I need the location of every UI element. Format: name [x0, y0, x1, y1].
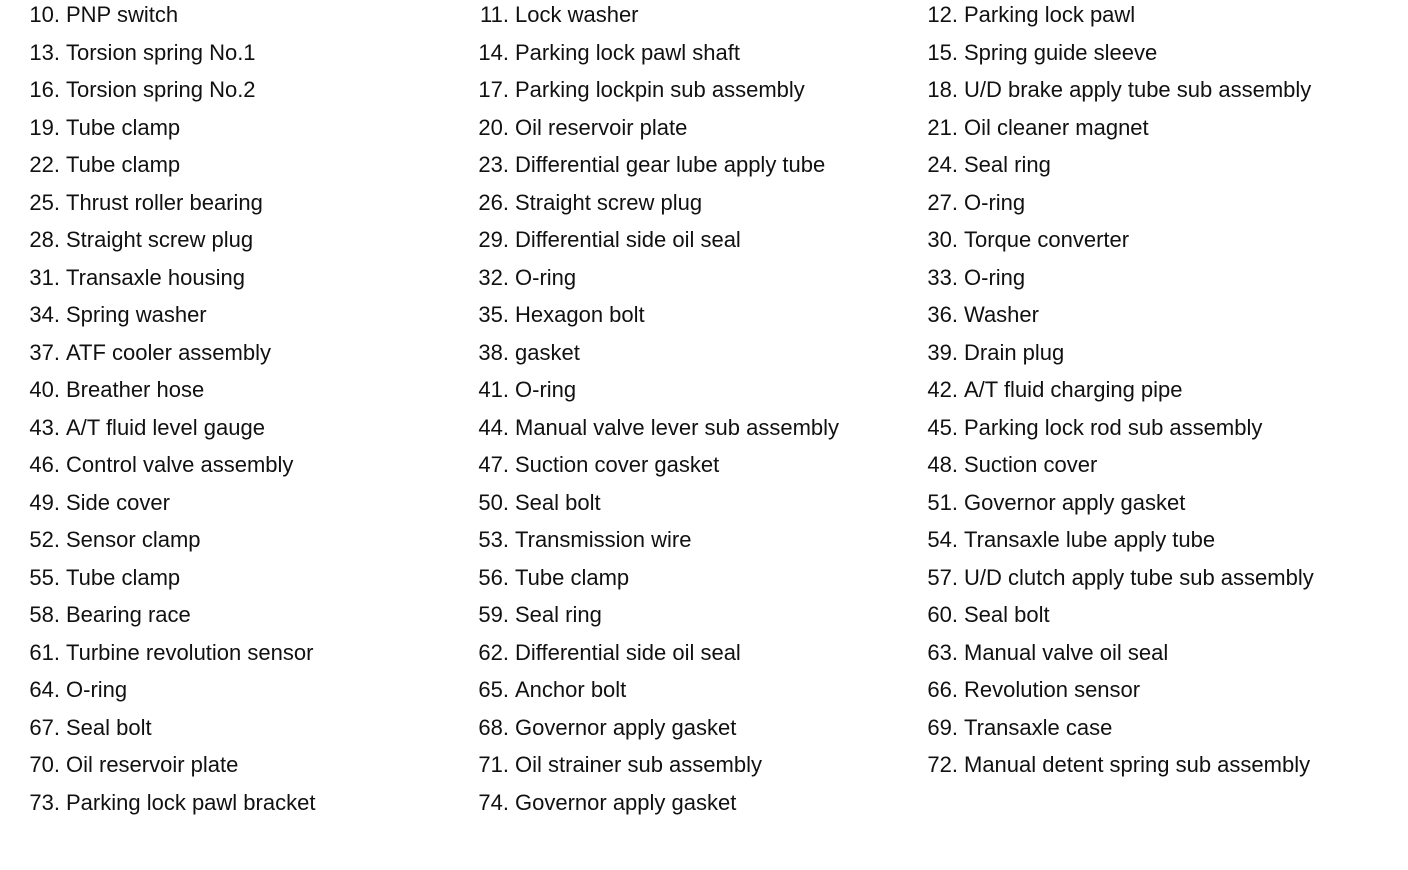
part-name: U/D brake apply tube sub assembly: [964, 77, 1312, 102]
part-name: gasket: [515, 339, 580, 365]
part-number: 25.: [29, 189, 60, 215]
part-name: Torsion spring No.2: [66, 77, 256, 102]
part-number: 45.: [927, 414, 958, 440]
part-number: 32.: [478, 264, 509, 290]
part-name: Transaxle lube apply tube: [964, 527, 1216, 552]
part-number: 67.: [29, 714, 60, 740]
part-name: Turbine revolution sensor: [66, 639, 314, 665]
part-number: 62.: [478, 639, 509, 665]
part-number: 39.: [927, 339, 958, 365]
part-number: 72.: [927, 752, 958, 777]
part-number: 55.: [29, 564, 60, 590]
part-number: 65.: [478, 677, 509, 702]
part-name: Lock washer: [515, 2, 639, 27]
part-name: A/T fluid charging pipe: [964, 377, 1183, 402]
part-name: Governor apply gasket: [515, 714, 737, 740]
part-number: 29.: [478, 227, 509, 252]
part-number: 66.: [927, 677, 958, 702]
part-name: Parking lock pawl shaft: [515, 39, 740, 65]
part-name: Control valve assembly: [66, 452, 294, 477]
part-number: 33.: [927, 264, 958, 290]
part-name: Side cover: [66, 489, 170, 515]
part-name: Tube clamp: [66, 114, 181, 140]
part-number: 54.: [927, 527, 958, 552]
part-name: Suction cover: [964, 452, 1098, 477]
part-number: 38.: [478, 339, 509, 365]
part-name: Suction cover gasket: [515, 452, 720, 477]
part-name: Seal bolt: [964, 602, 1050, 627]
part-number: 37.: [29, 339, 60, 365]
part-number: 35.: [478, 302, 509, 327]
part-number: 61.: [29, 639, 60, 665]
part-number: 26.: [478, 189, 509, 215]
part-name: Parking lock pawl: [964, 2, 1136, 27]
part-number: 11.: [480, 2, 509, 27]
part-number: 21.: [927, 114, 958, 140]
part-name: Seal bolt: [66, 714, 152, 740]
part-name: Washer: [964, 302, 1039, 327]
part-name: Anchor bolt: [515, 677, 627, 702]
part-number: 63.: [927, 639, 958, 665]
part-number: 15.: [927, 39, 958, 65]
part-name: Breather hose: [66, 377, 205, 402]
part-number: 27.: [927, 189, 958, 215]
part-name: O-ring: [66, 677, 128, 702]
part-number: 44.: [478, 414, 509, 440]
part-number: 14.: [478, 39, 509, 65]
part-number: 59.: [478, 602, 509, 627]
part-name: Straight screw plug: [515, 189, 703, 215]
part-number: 51.: [927, 489, 958, 515]
part-name: Spring guide sleeve: [964, 39, 1158, 65]
part-number: 48.: [927, 452, 958, 477]
part-number: 34.: [29, 302, 60, 327]
part-name: O-ring: [964, 264, 1026, 290]
part-number: 13.: [29, 39, 60, 65]
part-name: Seal ring: [964, 152, 1051, 177]
part-name: Hexagon bolt: [515, 302, 645, 327]
part-name: Tube clamp: [66, 564, 181, 590]
part-name: Differential gear lube apply tube: [515, 152, 826, 177]
part-number: 70.: [29, 752, 60, 777]
part-name: Manual valve oil seal: [964, 639, 1169, 665]
part-number: 42.: [927, 377, 958, 402]
part-name: Transaxle housing: [66, 264, 245, 290]
part-number: 71.: [478, 752, 509, 777]
part-number: 57.: [927, 564, 958, 590]
part-name: Torsion spring No.1: [66, 39, 256, 65]
part-number: 50.: [478, 489, 509, 515]
part-number: 17.: [478, 77, 509, 102]
part-number: 36.: [927, 302, 958, 327]
part-name: Manual detent spring sub assembly: [964, 752, 1311, 777]
part-name: Oil reservoir plate: [515, 114, 688, 140]
part-number: 46.: [29, 452, 60, 477]
part-number: 23.: [478, 152, 509, 177]
part-number: 47.: [478, 452, 509, 477]
part-number: 58.: [29, 602, 60, 627]
part-name: Governor apply gasket: [515, 789, 737, 815]
part-name: Tube clamp: [66, 152, 181, 177]
part-name: Revolution sensor: [964, 677, 1141, 702]
part-number: 22.: [29, 152, 60, 177]
part-name: Governor apply gasket: [964, 489, 1186, 515]
part-number: 52.: [29, 527, 60, 552]
part-number: 40.: [29, 377, 60, 402]
part-number: 41.: [478, 377, 509, 402]
part-name: Parking lock pawl bracket: [66, 789, 316, 815]
part-number: 19.: [29, 114, 60, 140]
part-number: 12.: [927, 2, 958, 27]
part-name: A/T fluid level gauge: [66, 414, 265, 440]
part-name: Differential side oil seal: [515, 227, 741, 252]
part-name: Straight screw plug: [66, 227, 254, 252]
part-name: Transaxle case: [964, 714, 1113, 740]
part-name: O-ring: [515, 264, 577, 290]
part-number: 60.: [927, 602, 958, 627]
part-number: 28.: [29, 227, 60, 252]
part-name: Oil reservoir plate: [66, 752, 239, 777]
part-name: Sensor clamp: [66, 527, 201, 552]
part-name: Tube clamp: [515, 564, 630, 590]
part-name: O-ring: [964, 189, 1026, 215]
part-number: 74.: [478, 789, 509, 815]
part-number: 68.: [478, 714, 509, 740]
part-name: Oil strainer sub assembly: [515, 752, 762, 777]
part-number: 24.: [927, 152, 958, 177]
part-name: PNP switch: [66, 2, 179, 27]
part-number: 64.: [29, 677, 60, 702]
part-number: 56.: [478, 564, 509, 590]
part-number: 53.: [478, 527, 509, 552]
part-number: 18.: [927, 77, 958, 102]
part-number: 20.: [478, 114, 509, 140]
part-number: 49.: [29, 489, 60, 515]
part-name: Manual valve lever sub assembly: [515, 414, 840, 440]
part-name: O-ring: [515, 377, 577, 402]
part-number: 73.: [29, 789, 60, 815]
part-name: Seal bolt: [515, 489, 601, 515]
part-name: Seal ring: [515, 602, 602, 627]
part-name: Parking lockpin sub assembly: [515, 77, 805, 102]
part-name: Transmission wire: [515, 527, 692, 552]
part-name: ATF cooler assembly: [66, 339, 271, 365]
part-name: U/D clutch apply tube sub assembly: [964, 564, 1314, 590]
part-number: 10.: [29, 2, 60, 27]
part-name: Drain plug: [964, 339, 1065, 365]
part-name: Thrust roller bearing: [66, 189, 263, 215]
part-name: Spring washer: [66, 302, 207, 327]
part-number: 16.: [29, 77, 60, 102]
part-number: 31.: [29, 264, 60, 290]
part-name: Bearing race: [66, 602, 191, 627]
part-name: Torque converter: [964, 227, 1130, 252]
part-name: Differential side oil seal: [515, 639, 741, 665]
part-name: Oil cleaner magnet: [964, 114, 1149, 140]
part-number: 43.: [29, 414, 60, 440]
part-number: 69.: [927, 714, 958, 740]
part-number: 30.: [927, 227, 958, 252]
part-name: Parking lock rod sub assembly: [964, 414, 1263, 440]
